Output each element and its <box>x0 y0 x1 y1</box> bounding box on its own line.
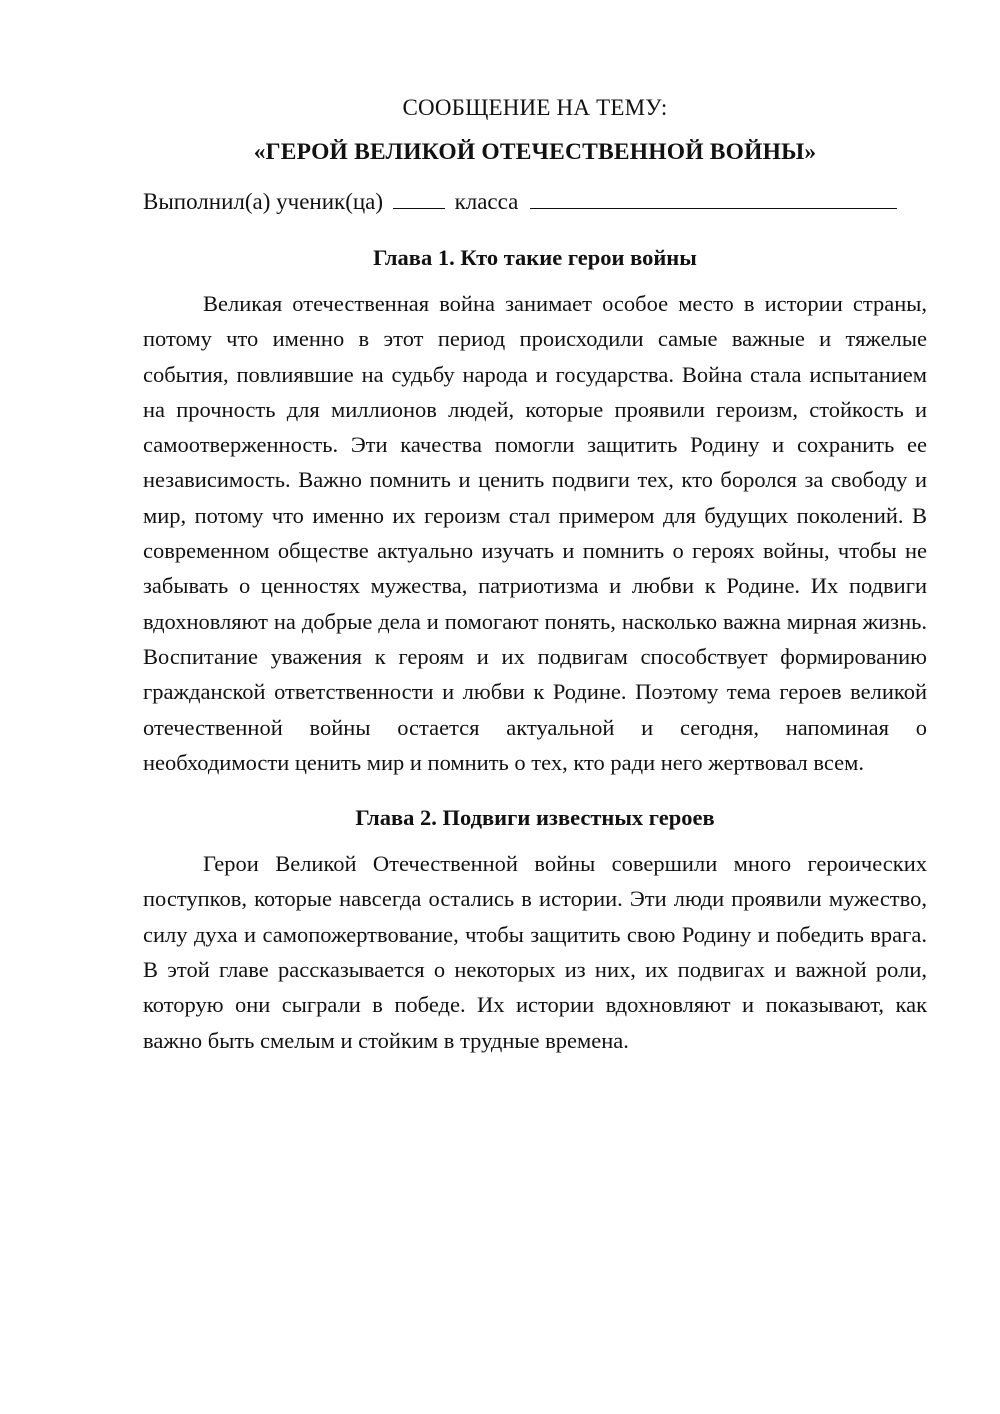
chapter-1-heading: Глава 1. Кто такие герои войны <box>373 245 697 270</box>
document-title-topic: СООБЩЕНИЕ НА ТЕМУ: <box>402 95 668 120</box>
class-word: класса <box>454 189 519 214</box>
student-name-blank <box>530 186 897 209</box>
chapter-1-paragraph: Великая отечественная война занимает особое место в истории страны, потому что именно в этот период происходили самые важные и тяжелые события, повлиявшие на судьбу народа и государства. Война стала испытанием на прочность для миллионов людей, которые проявили героизм, стойкость и самоотверженность. Эти качества помогли защитить Родину и сохранить ее независимость. Важно помнить и ценить подвиги тех, кто боролся за свободу и мир, потому что именно их героизм стал примером для будущих поколений. В современном обществе актуально изучать и помнить о героях войны, чтобы не забывать о ценностях мужества, патриотизма и любви к Родине. Их подвиги вдохновляют на добрые дела и помогают понять, насколько важна мирная жизнь. Воспитание уважения к героям и их подвигам способствует формированию гражданской ответственности и любви к Родине. Поэтому тема героев великой отечественной войны остается актуальной и сегодня, напоминая о необходимости ценить мир и помнить о тех, кто ради него жертвовал всем. <box>143 291 927 775</box>
chapter-2-paragraph: Герои Великой Отечественной войны совершили много героических поступков, которые навсегда остались в истории. Эти люди проявили мужество, силу духа и самопожертвование, чтобы защитить свою Родину и победить врага. В этой главе рассказывается о некоторых из них, их подвигах и важной роли, которую они сыграли в победе. Их истории вдохновляют и показывают, как важно быть смелым и стойким в трудные времена. <box>143 851 927 1053</box>
document-title: «ГЕРОЙ ВЕЛИКОЙ ОТЕЧЕСТВЕННОЙ ВОЙНЫ» <box>253 139 817 165</box>
chapter-2-heading: Глава 2. Подвиги известных героев <box>355 805 715 831</box>
class-number-blank <box>393 186 445 209</box>
author-line <box>143 186 927 218</box>
author-prefix: Выполнил(а) ученик(ца) <box>143 189 384 214</box>
